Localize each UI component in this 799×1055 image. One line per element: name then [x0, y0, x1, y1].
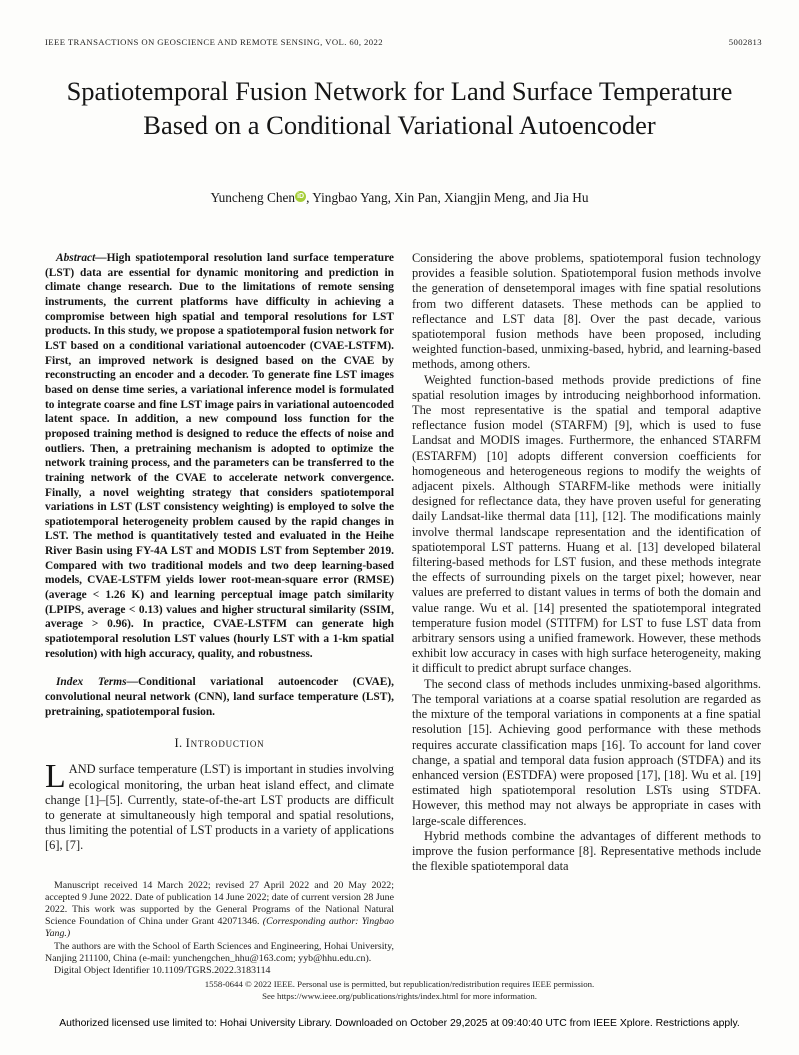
author-line [0, 190, 799, 206]
copyright-footer [0, 979, 799, 1002]
section-heading-introduction [45, 736, 394, 751]
body-paragraph: The second class of methods includes unmixing-based algorithms. The temporal variations at a coarse spatial resolution are regarded as the mixture of the temporal variations in components at a fine spatial resolution [15]. Achieving good performance with these methods requires accurate classification maps [16]. To account for land cover change, a spatial and temporal data fusion approach (STDFA) and its enhanced version (ESTDFA) were proposed [17], [18]. Wu et al. [19] estimated high spatiotemporal resolution LSTs using STDFA. However, this method may not always be appropriate in cases with large-scale differences. [412, 676, 761, 828]
abstract-text: High spatiotemporal resolution land surface temperature (LST) data are essential for dynamic monitoring and prediction in climate change research. Due to the limitations of remote sensing instruments, the current platforms have difficulty in achieving a compromise between high spatial and temporal resolutions for LST products. In this study, we propose a spatiotemporal fusion network for LST based on a conditional variational autoencoder (CVAE-LSTFM). First, an improved network is designed based on the CVAE by reconstructing an encoder and a decoder. To generate fine LST images based on dense time series, a variational inference model is formulated to integrate coarse and fine LST image pairs in variational autoencoded latent space. In addition, a new compound loss function for the proposed training method is designed to reduce the effects of noise and outliers. Then, a pretraining mechanism is adopted to optimize the network training process, and the parameters can be transferred to the training network of the CVAE to accelerate network convergence. Finally, a novel weighting strategy that considers spatiotemporal variations in LST (LST consistency weighting) is employed to solve the spatiotemporal heterogeneity problem caused by the rapid changes in LST. The method is quantitatively tested and evaluated in the Heihe River Basin using FY-4A LST and MODIS LST from September 2019. Compared with two traditional models and two deep learning-based models, CVAE-LSTFM yields lower root-mean-square error (RMSE) (average < 1.26 K) and learning perceptual image patch similarity (LPIPS, average < 0.13) values and higher structural similarity (SSIM, average > 0.96). In practice, CVAE-LSTFM can generate high spatiotemporal resolution LST values (hourly LST with a 1-km spatial resolution) with high accuracy, quality, and robustness. [45, 252, 394, 660]
footnote-affiliation: The authors are with the School of Earth Sciences and Engineering, Hohai University, Nanjing 211100, China (e-mail: yunchengchen_hhu@163.com; yyb@hhu.edu.cn). [45, 940, 394, 964]
author-first: Yuncheng Chen [210, 190, 296, 205]
download-license-line: Authorized licensed use limited to: Hohai University Library. Downloaded on October 29,2025 at 09:40:40 UTC from IEEE Xplore. Restrictions apply. [59, 1018, 740, 1029]
orcid-icon: iD [297, 193, 305, 200]
introduction-paragraph [45, 758, 394, 853]
rights-url-line: See https://www.ieee.org/publications/rights/index.html for more information. [262, 990, 537, 1001]
abstract-label: Abstract— [56, 252, 107, 264]
author-rest: , Yingbao Yang, Xin Pan, Xiangjin Meng, and Jia Hu [306, 190, 589, 205]
index-terms-text: Conditional variational autoencoder (CVAE), convolutional neural network (CNN), land surface temperature (LST), pretraining, spatiotemporal fusion. [45, 676, 394, 718]
footnote-doi: Digital Object Identifier 10.1109/TGRS.2022.3183114 [54, 964, 271, 976]
section-title: Introduction [185, 736, 265, 751]
intro-text: surface temperature (LST) is important in studies involving ecological monitoring, the urban heat island effect, and climate change [1]–[5]. Currently, state-of-the-art LST products are difficult to generate at simultaneously high temporal and spatial resolutions, thus limiting the potential of LST products in a variety of applications [6], [7]. [45, 762, 394, 853]
two-column-body [45, 251, 762, 977]
dropcap-letter: L [45, 758, 66, 796]
journal-name: IEEE TRANSACTIONS ON GEOSCIENCE AND REMOTE SENSING, VOL. 60, 2022 [45, 37, 383, 47]
running-head [45, 37, 762, 47]
first-page-footnote [45, 880, 394, 977]
body-paragraph: Hybrid methods combine the advantages of different methods to improve the fusion performance [8]. Representative methods include the flexible spatiotemporal data [412, 828, 761, 874]
intro-first-word-rest: AND [68, 762, 96, 777]
footnote-manuscript [45, 880, 394, 941]
body-paragraph: Considering the above problems, spatiotemporal fusion technology provides a feasible solution. Spatiotemporal fusion methods involve the generation of densetemporal images with fine spatial resolutions from two different datasets. These methods can be applied to reflectance and LST data [8]. Over the past decade, various spatiotemporal fusion methods have been proposed, including weighted function-based, unmixing-based, hybrid, and learning-based methods, among others. [412, 251, 761, 372]
right-column [412, 251, 761, 977]
left-column [45, 251, 394, 977]
paper-title: Spatiotemporal Fusion Network for Land Surface Temperature Based on a Conditional Variational Autoencoder [66, 76, 733, 140]
copyright-line: 1558-0644 © 2022 IEEE. Personal use is permitted, but republication/redistribution requires IEEE permission. [204, 979, 595, 989]
corresponding-author-note: (Corresponding author: Yingbao Yang.) [45, 916, 394, 940]
index-terms-label: Index Terms— [56, 676, 138, 689]
section-number: I. [174, 736, 186, 751]
article-number: 5002813 [728, 37, 762, 47]
index-terms-paragraph [45, 675, 394, 719]
body-paragraph: Weighted function-based methods provide predictions of fine spatial resolution images by introducing neighborhood information. The most representative is the spatial and temporal adaptive reflectance fusion model (STARFM) [9], which is used to fuse Landsat and MODIS images. Furthermore, the enhanced STARFM (ESTARFM) [10] adopts different conversion coefficients for homogeneous and heterogeneous regions to modify the weights of adjacent pixels. Although STARFM-like methods were initially designed for reflectance data, they have proven useful for generating daily Landsat-like thermal data [11], [12]. The modifications mainly involve thermal landscape representation and the identification of spatiotemporal LST patterns. Huang et al. [13] developed bilateral filtering-based methods for LST fusion, and these methods integrate the effects of surrounding pixels on the target pixel; however, near values are preferred to distant values in terms of both the domain and value range. Wu et al. [14] presented the spatiotemporal integrated temperature fusion model (STITFM) for LST to fuse LST data from arbitrary sensors using a unified framework. However, these methods exhibit low accuracy in cases with high surface heterogeneity, making it difficult to predict abrupt surface changes. [412, 372, 761, 676]
footnote-manuscript-text: Manuscript received 14 March 2022; revised 27 April 2022 and 20 May 2022; accepted 9 June 2022. Date of publication 14 June 2022; date of current version 28 June 2022. This work was supported by the General Programs of the National Natural Science Foundation of China under Grant 42071346. [45, 879, 394, 928]
abstract-paragraph [45, 251, 394, 661]
